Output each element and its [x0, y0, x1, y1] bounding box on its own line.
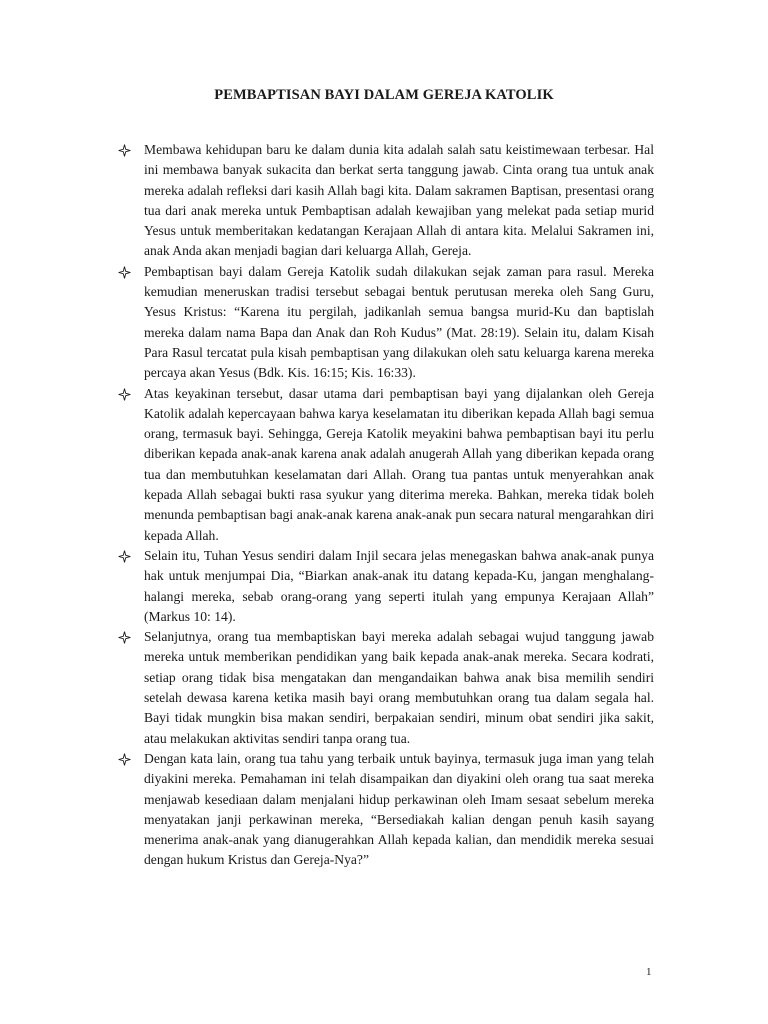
list-item — [118, 546, 654, 627]
four-point-star-outline-icon — [118, 550, 131, 563]
four-point-star-outline-icon — [118, 753, 131, 766]
list-item — [118, 262, 654, 384]
list-item — [118, 749, 654, 871]
four-point-star-outline-icon — [118, 144, 131, 157]
paragraph-text: Selanjutnya, orang tua membaptiskan bayi mereka adalah sebagai wujud tanggung jawab mereka untuk memberikan pendidikan yang baik kepada anak-anak mereka. Secara kodrati, setiap orang tidak bisa mengatakan dan mengandaikan bahwa anak bisa memilih sendiri setelah dewasa karena ketika masih bayi orang membutuhkan orang tua dalam segala hal. Bayi tidak mungkin bisa makan sendiri, berpakaian sendiri, minum obat sendiri jika sakit, atau melakukan aktivitas sendiri tanpa orang tua. — [144, 629, 654, 746]
page-title: PEMBAPTISAN BAYI DALAM GEREJA KATOLIK — [214, 87, 554, 103]
page-number: 1 — [646, 966, 652, 978]
paragraph-text: Selain itu, Tuhan Yesus sendiri dalam Injil secara jelas menegaskan bahwa anak-anak punya hak untuk menjumpai Dia, “Biarkan anak-anak itu datang kepada-Ku, jangan menghalang-halangi mereka, sebab orang-orang yang seperti itulah yang empunya Kerajaan Allah” (Markus 10: 14). — [144, 547, 654, 624]
list-item — [118, 140, 654, 262]
paragraph-text: Atas keyakinan tersebut, dasar utama dari pembaptisan bayi yang dijalankan oleh Gereja Katolik adalah kepercayaan bahwa karya keselamatan itu diberikan kepada Allah bagi semua orang, termasuk bayi. Sehingga, Gereja Katolik meyakini bahwa pembaptisan bayi itu perlu diberikan kepada anak-anak karena anak adalah anugerah Allah yang diberikan kepada orang tua dan membutuhkan keselamatan dari Allah. Orang tua pantas untuk menyerahkan anak kepada Allah sebagai bukti rasa syukur yang diterima mereka. Bahkan, mereka tidak boleh menunda pembaptisan bagi anak-anak karena anak-anak pun secara natural mengarahkan diri kepada Allah. — [144, 385, 654, 543]
bullet-list — [118, 140, 654, 871]
four-point-star-outline-icon — [118, 631, 131, 644]
four-point-star-outline-icon — [118, 266, 131, 279]
paragraph-text: Membawa kehidupan baru ke dalam dunia kita adalah salah satu keistimewaan terbesar. Hal ini membawa banyak sukacita dan berkat serta tanggung jawab. Cinta orang tua untuk anak mereka adalah refleksi dari kasih Allah bagi kita. Dalam sakramen Baptisan, presentasi orang tua dari anak mereka untuk Pembaptisan adalah kewajiban yang melekat pada setiap murid Yesus untuk memberitakan kedatangan Kerajaan Allah di antara kita. Melalui Sakramen ini, anak Anda akan menjadi bagian dari keluarga Allah, Gereja. — [144, 142, 654, 259]
list-item — [118, 384, 654, 546]
four-point-star-outline-icon — [118, 388, 131, 401]
paragraph-text: Dengan kata lain, orang tua tahu yang terbaik untuk bayinya, termasuk juga iman yang telah diyakini mereka. Pemahaman ini telah disampaikan dan diyakini oleh orang tua saat mereka menjawab kesediaan dalam menjalani hidup perkawinan oleh Imam sesaat sebelum mereka menyatakan janji perkawinan mereka, “Bersediakah kalian dengan penuh kasih sayang menerima anak-anak yang dianugerahkan Allah kepada kalian, dan mendidik mereka sesuai dengan hukum Kristus dan Gereja-Nya?” — [144, 750, 654, 868]
list-item — [118, 627, 654, 749]
paragraph-text: Pembaptisan bayi dalam Gereja Katolik sudah dilakukan sejak zaman para rasul. Mereka kemudian meneruskan tradisi tersebut sebagai bentuk perutusan mereka oleh Sang Guru, Yesus Kristus: “Karena itu pergilah, jadikanlah semua bangsa murid-Ku dan baptislah mereka dalam nama Bapa dan Anak dan Roh Kudus” (Mat. 28:19). Selain itu, dalam Kisah Para Rasul tercatat pula kisah pembaptisan yang dilakukan oleh satu keluarga karena mereka percaya akan Yesus (Bdk. Kis. 16:15; Kis. 16:33). — [144, 263, 654, 381]
